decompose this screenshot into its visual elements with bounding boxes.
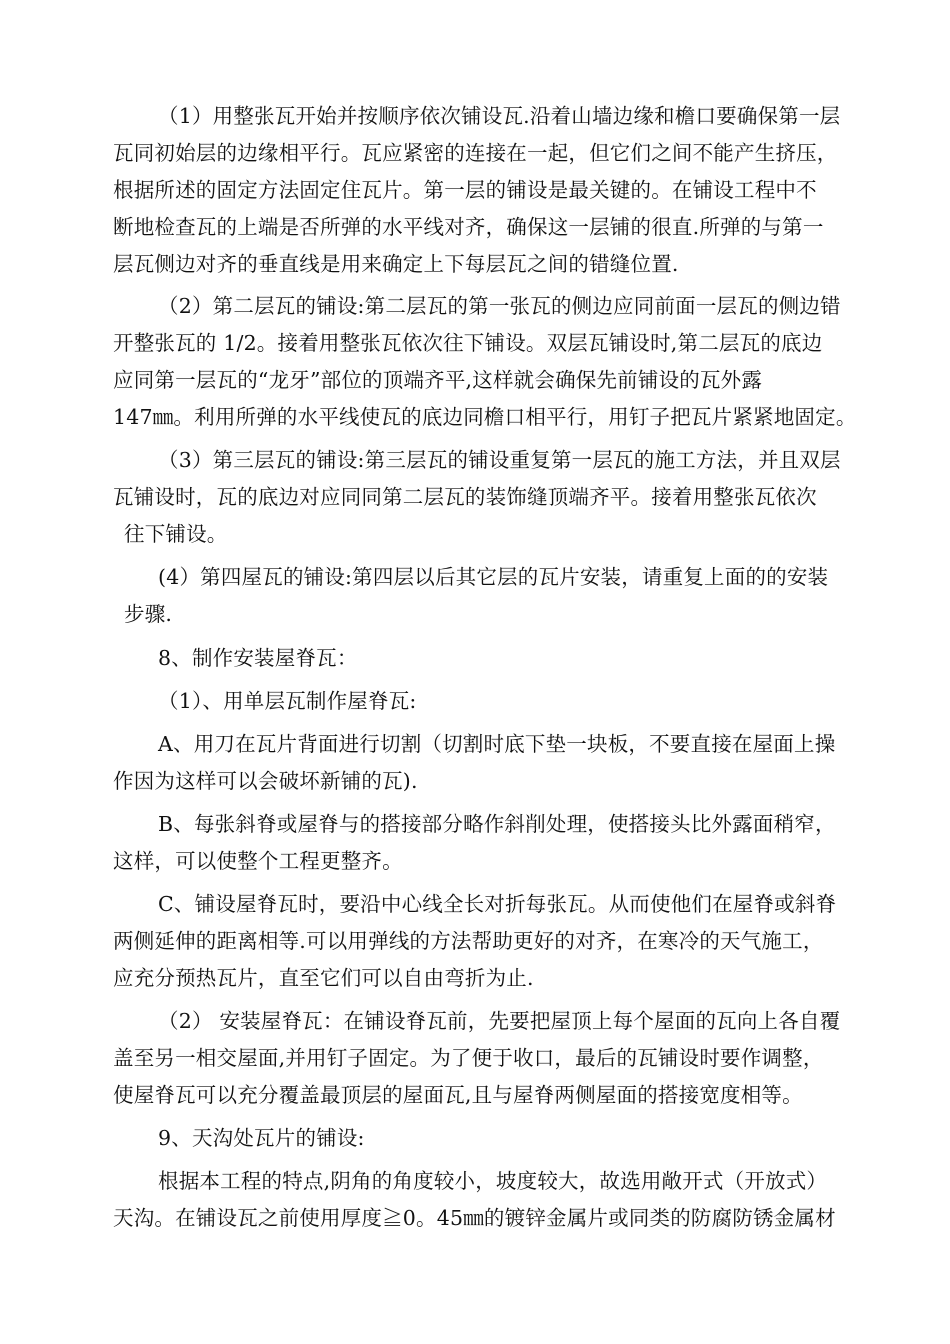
text-line: 两侧延伸的距离相等.可以用弹线的方法帮助更好的对齐，在寒冷的天气施工， — [113, 929, 824, 953]
text-line: 开整张瓦的 1/2。接着用整张瓦依次往下铺设。双层瓦铺设时,第二层瓦的底边 — [113, 331, 823, 355]
text-line: 盖至另一相交屋面,并用钉子固定。为了便于收口，最后的瓦铺设时要作调整， — [113, 1046, 824, 1070]
text-line: 瓦同初始层的边缘相平行。瓦应紧密的连接在一起，但它们之间不能产生挤压， — [113, 141, 838, 165]
text-line: （1）用整张瓦开始并按顺序依次铺设瓦.沿着山墙边缘和檐口要确保第一层 — [158, 104, 841, 128]
text-line: 步骤. — [124, 602, 173, 626]
text-line: 这样，可以使整个工程更整齐。 — [113, 849, 403, 873]
text-line: 层瓦侧边对齐的垂直线是用来确定上下每层瓦之间的错缝位置. — [113, 252, 679, 276]
text-line: 应充分预热瓦片，直至它们可以自由弯折为止. — [113, 966, 534, 990]
text-line: 9、天沟处瓦片的铺设: — [158, 1126, 365, 1150]
text-line: 往下铺设。 — [124, 522, 228, 546]
text-line: 天沟。在铺设瓦之前使用厚度≧0。45㎜的镀锌金属片或同类的防腐防锈金属材 — [113, 1206, 836, 1230]
text-line: 瓦铺设时，瓦的底边对应同同第二层瓦的装饰缝顶端齐平。接着用整张瓦依次 — [113, 485, 817, 509]
text-line: 使屋脊瓦可以充分覆盖最顶层的屋面瓦,且与屋脊两侧屋面的搭接宽度相等。 — [113, 1083, 803, 1107]
text-line: （2） 安装屋脊瓦：在铺设脊瓦前，先要把屋顶上每个屋面的瓦向上各自覆 — [158, 1009, 841, 1033]
text-line: （2）第二层瓦的铺设:第二层瓦的第一张瓦的侧边应同前面一层瓦的侧边错 — [158, 294, 841, 318]
text-line: 应同第一层瓦的“龙牙”部位的顶端齐平,这样就会确保先前铺设的瓦外露 — [113, 368, 763, 392]
text-line: B、每张斜脊或屋脊与的搭接部分略作斜削处理，使搭接头比外露面稍窄， — [158, 812, 836, 836]
text-line: 根据本工程的特点,阴角的角度较小，坡度较大，故选用敞开式（开放式） — [158, 1169, 828, 1193]
text-line: (4）第四屋瓦的铺设:第四层以后其它层的瓦片安装，请重复上面的的安装 — [158, 565, 829, 589]
text-line: 断地检查瓦的上端是否所弹的水平线对齐，确保这一层铺的很直.所弹的与第一 — [113, 215, 824, 239]
text-line: 作因为这样可以会破坏新铺的瓦). — [113, 769, 418, 793]
text-line: A、用刀在瓦片背面进行切割（切割时底下垫一块板，不要直接在屋面上操 — [158, 732, 836, 756]
text-line: 147㎜。利用所弹的水平线使瓦的底边同檐口相平行，用钉子把瓦片紧紧地固定。 — [113, 405, 857, 429]
text-line: 8、制作安装屋脊瓦： — [158, 646, 358, 670]
text-line: （3）第三层瓦的铺设:第三层瓦的铺设重复第一层瓦的施工方法，并且双层 — [158, 448, 841, 472]
text-line: C、铺设屋脊瓦时，要沿中心线全长对折每张瓦。从而使他们在屋脊或斜脊 — [158, 892, 837, 916]
text-line: 根据所述的固定方法固定住瓦片。第一层的铺设是最关键的。在铺设工程中不 — [113, 178, 817, 202]
text-line: （1）、用单层瓦制作屋脊瓦: — [158, 689, 417, 713]
